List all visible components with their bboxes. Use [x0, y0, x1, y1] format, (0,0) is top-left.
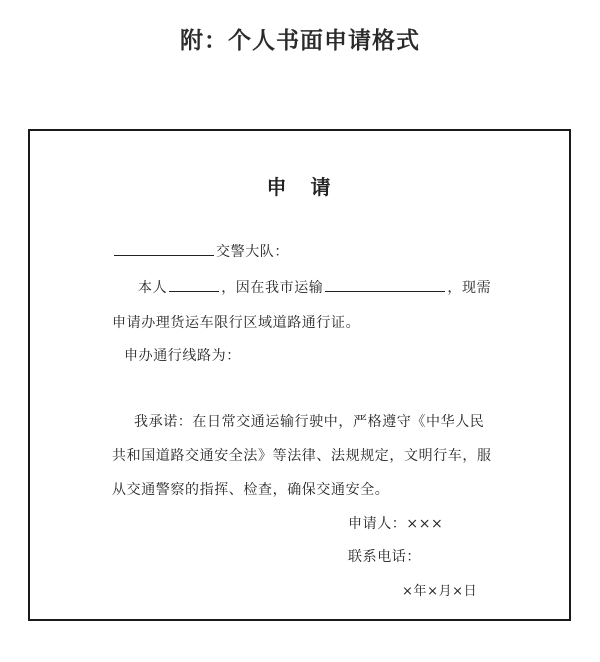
commitment-line-2: 共和国道路交通安全法》等法律、法规规定，文明行车，服: [112, 448, 492, 464]
paragraph-1-line-2: 申请办理货运车限行区域道路通行证。: [112, 315, 361, 331]
addressee-suffix: 交警大队：: [216, 244, 289, 260]
applicant-line: 申请人：×××: [348, 516, 444, 532]
document-content: [30, 131, 569, 619]
paragraph-1-line-1: [138, 277, 491, 297]
addressee-line: [112, 241, 289, 261]
commitment-line-1: 我承诺：在日常交通运输行驶中，严格遵守《中华人民: [134, 414, 485, 430]
addressee-blank: [114, 241, 214, 256]
date-line: ×年×月×日: [402, 584, 478, 599]
name-blank: [169, 277, 219, 292]
cargo-blank: [325, 277, 445, 292]
document-frame: [28, 129, 571, 621]
contact-line: 联系电话：: [348, 549, 421, 565]
paragraph-1-mid: ，因在我市运输: [221, 280, 324, 296]
paragraph-1-end: ，现需: [447, 280, 492, 296]
route-label: 申办通行线路为：: [124, 348, 241, 364]
page-heading: 附：个人书面申请格式: [180, 28, 420, 54]
document-title: 申 请: [266, 175, 333, 199]
paragraph-1-prefix: 本人: [138, 280, 168, 296]
commitment-line-3: 从交通警察的指挥、检查，确保交通安全。: [112, 482, 390, 498]
